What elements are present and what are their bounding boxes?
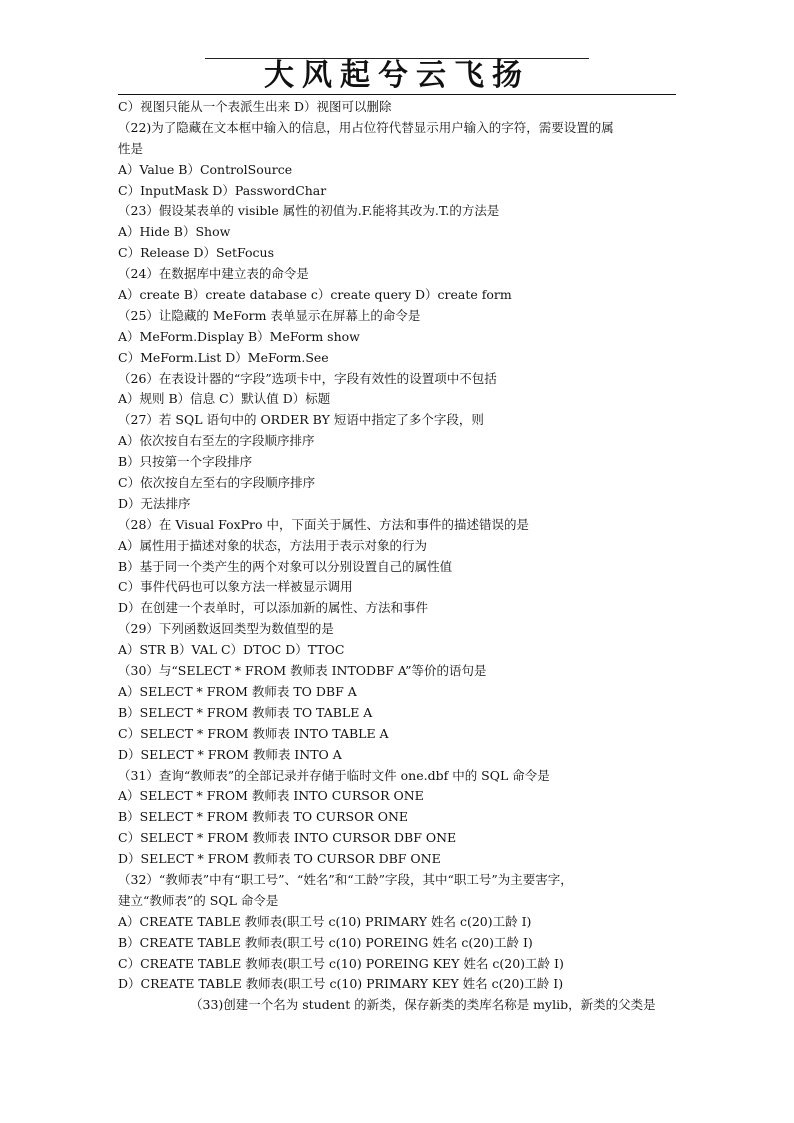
text-line: （25）让隐藏的 MeForm 表单显示在屏幕上的命令是	[118, 307, 421, 323]
text-line: 建立“教师表”的 SQL 命令是	[118, 892, 279, 908]
text-line: A）MeForm.Display B）MeForm show	[118, 328, 360, 344]
text-line: C）事件代码也可以象方法一样被显示调用	[118, 579, 353, 595]
text-line: A）依次按自右至左的字段顺序排序	[118, 433, 315, 449]
text-line: A）Value B）ControlSource	[118, 161, 293, 177]
text-line: C）依次按自左至右的字段顺序排序	[118, 475, 316, 491]
text-line: C）SELECT * FROM 教师表 INTO TABLE A	[118, 725, 389, 741]
text-line: D）无法排序	[118, 495, 191, 511]
text-line: B）SELECT * FROM 教师表 TO TABLE A	[118, 704, 373, 720]
text-line: C）MeForm.List D）MeForm.See	[118, 349, 329, 365]
text-line: （33)创建一个名为 student 的新类，保存新类的类库名称是 mylib，新类的父类是	[190, 997, 656, 1013]
text-line: C）Release D）SetFocus	[118, 245, 274, 261]
text-line: （24）在数据库中建立表的命令是	[118, 266, 309, 282]
text-line: （32）“教师表”中有“职工号”、“姓名”和“工龄”字段，其中“职工号”为主要害字，	[118, 871, 573, 887]
text-line: （27）若 SQL 语句中的 ORDER BY 短语中指定了多个字段，则	[118, 412, 484, 428]
text-line: （23）假设某表单的 visible 属性的初值为.F.能将其改为.T.的方法是	[118, 203, 500, 219]
text-line: 性是	[118, 140, 144, 156]
header-calligraphy-title: 大风起兮云飞扬	[264, 58, 530, 93]
text-line: （30）与“SELECT * FROM 教师表 INTODBF A”等价的语句是	[118, 663, 487, 679]
text-line: B）CREATE TABLE 教师表(职工号 c(10) POREING 姓名 c(20)工龄 I)	[118, 934, 533, 950]
text-line: （28）在 Visual FoxPro 中，下面关于属性、方法和事件的描述错误的是	[118, 516, 530, 532]
text-line: B）只按第一个字段排序	[118, 454, 253, 470]
text-line: A）属性用于描述对象的状态，方法用于表示对象的行为	[118, 537, 428, 553]
text-line: （29）下列函数返回类型为数值型的是	[118, 621, 334, 637]
text-line: A）规则 B）信息 C）默认值 D）标题	[118, 391, 331, 407]
text-line: D）SELECT * FROM 教师表 INTO A	[118, 746, 342, 762]
question-text-body	[118, 97, 683, 1016]
text-line: A）SELECT * FROM 教师表 TO DBF A	[118, 683, 357, 699]
text-line: C）视图只能从一个表派生出来 D）视图可以删除	[118, 99, 392, 114]
text-line: A）Hide B）Show	[118, 224, 231, 240]
text-line: A）STR B）VAL C）DTOC D）TTOC	[118, 642, 345, 658]
text-line: （31）查询“教师表”的全部记录并存储于临时文件 one.dbf 中的 SQL 命令是	[118, 767, 550, 783]
text-line: B）基于同一个类产生的两个对象可以分别设置自己的属性值	[118, 558, 453, 574]
text-line: D）在创建一个表单时，可以添加新的属性、方法和事件	[118, 600, 429, 616]
text-line: B）SELECT * FROM 教师表 TO CURSOR ONE	[118, 809, 409, 825]
text-line: D）CREATE TABLE 教师表(职工号 c(10) PRIMARY KEY 姓名 c(20)工龄 I)	[118, 976, 564, 992]
text-line: A）CREATE TABLE 教师表(职工号 c(10) PRIMARY 姓名 c(20)工龄 I)	[118, 913, 532, 929]
text-line: （26）在表设计器的“字段”选项卡中，字段有效性的设置项中不包括	[118, 370, 497, 386]
text-line: A）create B）create database c）create query D）create form	[118, 287, 512, 303]
text-line: （22)为了隐藏在文本框中输入的信息，用占位符代替显示用户输入的字符，需要设置的属	[118, 119, 614, 135]
text-line: A）SELECT * FROM 教师表 INTO CURSOR ONE	[118, 788, 424, 804]
text-line: C）CREATE TABLE 教师表(职工号 c(10) POREING KEY 姓名 c(20)工龄 I)	[118, 955, 564, 971]
text-line: D）SELECT * FROM 教师表 TO CURSOR DBF ONE	[118, 851, 441, 867]
text-line: C）SELECT * FROM 教师表 INTO CURSOR DBF ONE	[118, 830, 457, 846]
header-bottom-rule	[118, 94, 676, 95]
text-line: C）InputMask D）PasswordChar	[118, 182, 327, 198]
